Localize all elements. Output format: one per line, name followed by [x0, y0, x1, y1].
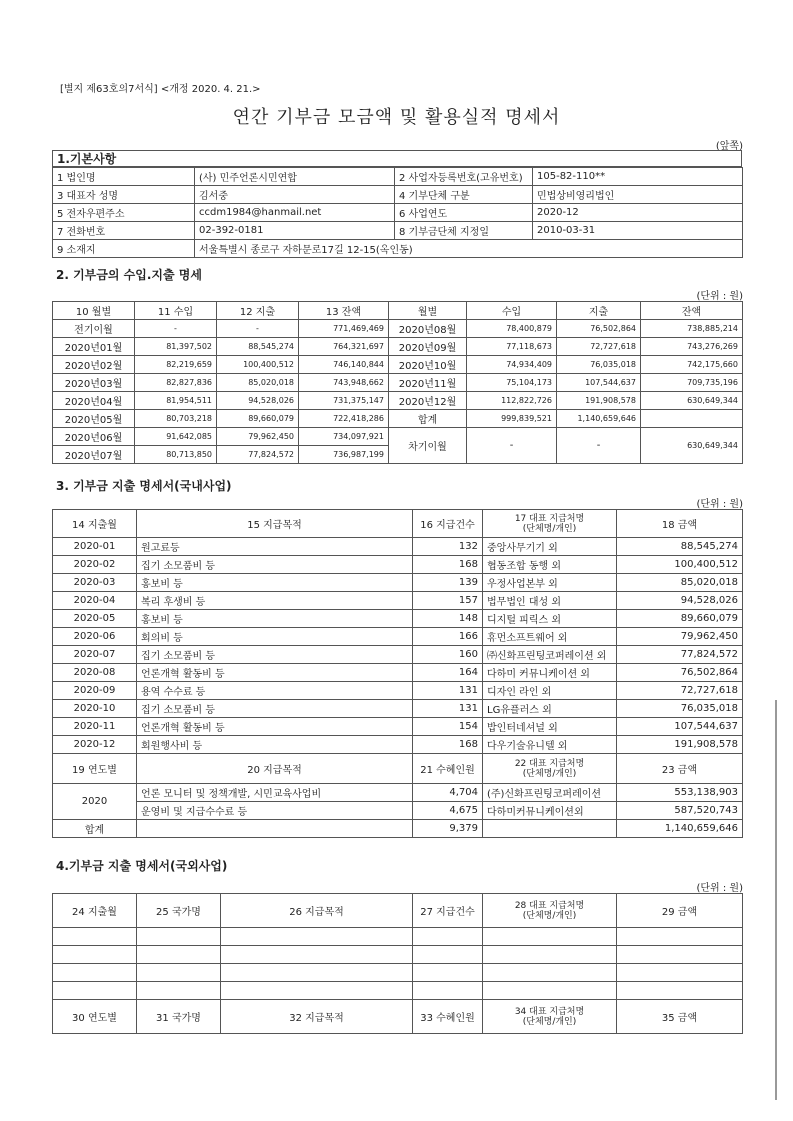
income-value: 91,642,085	[135, 428, 217, 446]
column-header: 33 수혜인원	[413, 1000, 483, 1034]
expense-payee: 법무법인 대성 외	[483, 592, 617, 610]
month-label: 2020년05월	[53, 410, 135, 428]
expense-month: 2020-10	[53, 700, 137, 718]
field-value: 민법상비영리법인	[533, 186, 743, 204]
balance-value	[641, 410, 743, 428]
column-header: 월별	[389, 302, 467, 320]
expense-amount: 79,962,450	[617, 628, 743, 646]
empty-row	[53, 928, 743, 946]
carry-forward-label: 차기이월	[389, 428, 467, 464]
expense-purpose: 홍보비 등	[137, 574, 413, 592]
expense-payee: ㈜신화프린팅코퍼레이션 외	[483, 646, 617, 664]
month-label: 2020년12월	[389, 392, 467, 410]
empty-row	[53, 964, 743, 982]
expense-amount: 88,545,274	[617, 538, 743, 556]
income-expense-table	[52, 301, 743, 464]
header-line: 28 대표 지급처명	[514, 900, 585, 911]
expense-count: 166	[413, 628, 483, 646]
expense-count: 168	[413, 556, 483, 574]
field-value: 02-392-0181	[195, 222, 395, 240]
year-payee: (주)신화프린팅코퍼레이션	[483, 784, 617, 802]
empty-cell	[483, 982, 617, 1000]
expense-payee: 휴먼소프트웨어 외	[483, 628, 617, 646]
empty-cell	[221, 964, 413, 982]
header-line: (단체명/개인)	[522, 910, 577, 921]
empty-cell	[137, 928, 221, 946]
expense-count: 148	[413, 610, 483, 628]
column-header: 잔액	[641, 302, 743, 320]
total-blank	[483, 820, 617, 838]
balance-value: 743,948,662	[299, 374, 389, 392]
expense-count: 132	[413, 538, 483, 556]
expense-amount: 76,502,864	[617, 664, 743, 682]
column-header	[483, 894, 617, 928]
empty-row	[53, 946, 743, 964]
field-value: ccdm1984@hanmail.net	[195, 204, 395, 222]
income-value: 112,822,726	[467, 392, 557, 410]
column-header: 30 연도별	[53, 1000, 137, 1034]
carry-forward-income: -	[467, 428, 557, 464]
expense-value: 100,400,512	[217, 356, 299, 374]
year-payee: 다하미커뮤니케이션외	[483, 802, 617, 820]
year-amount: 553,138,903	[617, 784, 743, 802]
month-row	[53, 320, 743, 338]
income-value: -	[135, 320, 217, 338]
column-header: 29 금액	[617, 894, 743, 928]
column-header: 15 지급목적	[137, 510, 413, 538]
empty-cell	[53, 982, 137, 1000]
column-header	[483, 1000, 617, 1034]
expense-value: 72,727,618	[557, 338, 641, 356]
empty-cell	[413, 982, 483, 1000]
column-header: 18 금액	[617, 510, 743, 538]
info-row	[53, 186, 743, 204]
expense-row	[53, 592, 743, 610]
expense-month: 2020-06	[53, 628, 137, 646]
empty-cell	[617, 982, 743, 1000]
section3-unit: (단위 : 원)	[696, 499, 743, 510]
month-label: 2020년11월	[389, 374, 467, 392]
expense-row	[53, 646, 743, 664]
empty-cell	[617, 964, 743, 982]
month-label: 2020년07월	[53, 446, 135, 464]
column-header: 21 수혜인원	[413, 754, 483, 784]
balance-value: 630,649,344	[641, 392, 743, 410]
year-beneficiaries: 4,704	[413, 784, 483, 802]
empty-cell	[221, 982, 413, 1000]
expense-purpose: 용역 수수료 등	[137, 682, 413, 700]
expense-month: 2020-02	[53, 556, 137, 574]
expense-value: 1,140,659,646	[557, 410, 641, 428]
header-row	[53, 1000, 743, 1034]
field-label: 7 전화번호	[53, 222, 195, 240]
header-line: (단체명/개인)	[522, 768, 577, 779]
month-label: 전기이월	[53, 320, 135, 338]
income-value: 82,219,659	[135, 356, 217, 374]
expense-month: 2020-08	[53, 664, 137, 682]
month-label: 2020년10월	[389, 356, 467, 374]
expense-row	[53, 664, 743, 682]
year-label: 2020	[53, 784, 137, 820]
foreign-expense-table	[52, 893, 743, 1034]
column-header: 31 국가명	[137, 1000, 221, 1034]
month-label: 2020년01월	[53, 338, 135, 356]
income-value: 80,713,850	[135, 446, 217, 464]
empty-cell	[137, 946, 221, 964]
balance-value: 709,735,196	[641, 374, 743, 392]
expense-count: 164	[413, 664, 483, 682]
expense-month: 2020-07	[53, 646, 137, 664]
section4-heading: 4.기부금 지출 명세서(국외사업)	[56, 859, 228, 873]
month-row	[53, 410, 743, 428]
field-value: 2020-12	[533, 204, 743, 222]
expense-purpose: 집기 소모품비 등	[137, 646, 413, 664]
expense-month: 2020-09	[53, 682, 137, 700]
expense-row	[53, 538, 743, 556]
header-line: 17 대표 지급처명	[514, 513, 585, 524]
expense-payee: 디자인 라인 외	[483, 682, 617, 700]
field-value: 김서중	[195, 186, 395, 204]
column-header: 26 지급목적	[221, 894, 413, 928]
empty-cell	[137, 964, 221, 982]
form-reference: [별지 제63호의7서식] <개정 2020. 4. 21.>	[60, 84, 261, 95]
month-label: 2020년02월	[53, 356, 135, 374]
month-label: 2020년09월	[389, 338, 467, 356]
year-row	[53, 784, 743, 802]
field-label: 2 사업자등록번호(고유번호)	[395, 168, 533, 186]
expense-amount: 107,544,637	[617, 718, 743, 736]
expense-value: 76,035,018	[557, 356, 641, 374]
column-header: 12 지출	[217, 302, 299, 320]
info-row	[53, 222, 743, 240]
empty-cell	[413, 928, 483, 946]
year-amount: 587,520,743	[617, 802, 743, 820]
field-label: 1 법인명	[53, 168, 195, 186]
expense-value: 77,824,572	[217, 446, 299, 464]
month-label: 2020년03월	[53, 374, 135, 392]
column-header: 14 지출월	[53, 510, 137, 538]
column-header: 25 국가명	[137, 894, 221, 928]
month-label: 2020년06월	[53, 428, 135, 446]
income-value: 77,118,673	[467, 338, 557, 356]
expense-purpose: 회원행사비 등	[137, 736, 413, 754]
field-label: 3 대표자 성명	[53, 186, 195, 204]
expense-count: 168	[413, 736, 483, 754]
expense-row	[53, 718, 743, 736]
empty-cell	[137, 982, 221, 1000]
expense-amount: 94,528,026	[617, 592, 743, 610]
expense-count: 157	[413, 592, 483, 610]
expense-month: 2020-04	[53, 592, 137, 610]
expense-purpose: 복리 후생비 등	[137, 592, 413, 610]
expense-payee: 다하미 커뮤니케이션 외	[483, 664, 617, 682]
expense-month: 2020-12	[53, 736, 137, 754]
expense-purpose: 홍보비 등	[137, 610, 413, 628]
empty-cell	[53, 964, 137, 982]
expense-month: 2020-01	[53, 538, 137, 556]
expense-month: 2020-05	[53, 610, 137, 628]
total-blank	[137, 820, 413, 838]
expense-value: 88,545,274	[217, 338, 299, 356]
month-label: 2020년04월	[53, 392, 135, 410]
expense-payee: 디지털 피릭스 외	[483, 610, 617, 628]
expense-amount: 85,020,018	[617, 574, 743, 592]
month-row	[53, 356, 743, 374]
income-value: 80,703,218	[135, 410, 217, 428]
expense-count: 131	[413, 700, 483, 718]
year-purpose: 언론 모니터 및 정책개발, 시민교육사업비	[137, 784, 413, 802]
expense-amount: 191,908,578	[617, 736, 743, 754]
month-row	[53, 338, 743, 356]
field-label: 6 사업연도	[395, 204, 533, 222]
expense-purpose: 언론개혁 활동비 등	[137, 718, 413, 736]
carry-forward-expense: -	[557, 428, 641, 464]
expense-month: 2020-03	[53, 574, 137, 592]
expense-payee: 밥인터네셔널 외	[483, 718, 617, 736]
field-label: 5 전자우편주소	[53, 204, 195, 222]
empty-cell	[53, 928, 137, 946]
address-value: 서울특별시 종로구 자하문로17길 12-15(옥인동)	[195, 240, 743, 258]
front-page-mark: (앞쪽)	[715, 141, 743, 152]
expense-purpose: 회의비 등	[137, 628, 413, 646]
column-header: 27 지급건수	[413, 894, 483, 928]
info-row	[53, 204, 743, 222]
column-header	[483, 754, 617, 784]
balance-value: 746,140,844	[299, 356, 389, 374]
income-value: 74,934,409	[467, 356, 557, 374]
expense-amount: 89,660,079	[617, 610, 743, 628]
expense-payee: 협동조합 동행 외	[483, 556, 617, 574]
empty-cell	[617, 928, 743, 946]
column-header: 35 금액	[617, 1000, 743, 1034]
column-header	[483, 510, 617, 538]
info-row	[53, 168, 743, 186]
income-value: 999,839,521	[467, 410, 557, 428]
scan-edge-line	[775, 700, 777, 1100]
expense-value: 89,660,079	[217, 410, 299, 428]
column-header: 20 지급목적	[137, 754, 413, 784]
year-row	[53, 802, 743, 820]
year-purpose: 운영비 및 지급수수료 등	[137, 802, 413, 820]
expense-amount: 72,727,618	[617, 682, 743, 700]
expense-month: 2020-11	[53, 718, 137, 736]
total-label: 합계	[53, 820, 137, 838]
income-value: 81,954,511	[135, 392, 217, 410]
expense-amount: 76,035,018	[617, 700, 743, 718]
column-header: 24 지출월	[53, 894, 137, 928]
income-value: 82,827,836	[135, 374, 217, 392]
section2-heading: 2. 기부금의 수입.지출 명세	[56, 268, 202, 282]
expense-row	[53, 610, 743, 628]
expense-amount: 77,824,572	[617, 646, 743, 664]
balance-value: 734,097,921	[299, 428, 389, 446]
header-line: (단체명/개인)	[522, 1016, 577, 1027]
empty-cell	[53, 946, 137, 964]
expense-value: 191,908,578	[557, 392, 641, 410]
empty-cell	[617, 946, 743, 964]
expense-value: 79,962,450	[217, 428, 299, 446]
domestic-expense-table	[52, 509, 743, 838]
header-line: 22 대표 지급처명	[514, 758, 585, 769]
section2-unit: (단위 : 원)	[696, 291, 743, 302]
expense-value: 85,020,018	[217, 374, 299, 392]
month-row	[53, 374, 743, 392]
carry-forward-balance: 630,649,344	[641, 428, 743, 464]
balance-value: 731,375,147	[299, 392, 389, 410]
field-value: 2010-03-31	[533, 222, 743, 240]
column-header: 19 연도별	[53, 754, 137, 784]
empty-cell	[413, 946, 483, 964]
expense-count: 154	[413, 718, 483, 736]
expense-purpose: 언론개혁 활동비 등	[137, 664, 413, 682]
balance-value: 764,321,697	[299, 338, 389, 356]
month-row	[53, 428, 743, 446]
basic-info-table	[52, 167, 743, 258]
empty-cell	[483, 946, 617, 964]
address-row	[53, 240, 743, 258]
column-header: 13 잔액	[299, 302, 389, 320]
income-value: 78,400,879	[467, 320, 557, 338]
expense-row	[53, 682, 743, 700]
empty-cell	[221, 928, 413, 946]
expense-value: 94,528,026	[217, 392, 299, 410]
balance-value: 742,175,660	[641, 356, 743, 374]
column-header: 32 지급목적	[221, 1000, 413, 1034]
expense-count: 131	[413, 682, 483, 700]
month-label: 2020년08월	[389, 320, 467, 338]
income-value: 75,104,173	[467, 374, 557, 392]
balance-value: 736,987,199	[299, 446, 389, 464]
total-beneficiaries: 9,379	[413, 820, 483, 838]
section4-unit: (단위 : 원)	[696, 883, 743, 894]
month-row	[53, 392, 743, 410]
expense-count: 160	[413, 646, 483, 664]
empty-cell	[483, 928, 617, 946]
field-label: 9 소재지	[53, 240, 195, 258]
expense-count: 139	[413, 574, 483, 592]
empty-cell	[413, 964, 483, 982]
field-value: (사) 민주언론시민연합	[195, 168, 395, 186]
header-row	[53, 302, 743, 320]
balance-value: 722,418,286	[299, 410, 389, 428]
column-header: 수입	[467, 302, 557, 320]
empty-cell	[483, 964, 617, 982]
month-label: 합계	[389, 410, 467, 428]
expense-payee: 다우기술유니텔 외	[483, 736, 617, 754]
expense-payee: 중앙사무기기 외	[483, 538, 617, 556]
header-line: (단체명/개인)	[522, 523, 577, 534]
balance-value: 743,276,269	[641, 338, 743, 356]
expense-row	[53, 700, 743, 718]
expense-payee: LG유플러스 외	[483, 700, 617, 718]
empty-cell	[221, 946, 413, 964]
total-row	[53, 820, 743, 838]
field-label: 8 기부금단체 지정일	[395, 222, 533, 240]
expense-value: 76,502,864	[557, 320, 641, 338]
year-beneficiaries: 4,675	[413, 802, 483, 820]
balance-value: 771,469,469	[299, 320, 389, 338]
expense-amount: 100,400,512	[617, 556, 743, 574]
expense-row	[53, 556, 743, 574]
header-line: 34 대표 지급처명	[514, 1006, 585, 1017]
expense-purpose: 집기 소모품비 등	[137, 556, 413, 574]
column-header: 11 수입	[135, 302, 217, 320]
empty-row	[53, 982, 743, 1000]
balance-value: 738,885,214	[641, 320, 743, 338]
expense-row	[53, 574, 743, 592]
column-header: 10 월별	[53, 302, 135, 320]
column-header: 지출	[557, 302, 641, 320]
income-value: 81,397,502	[135, 338, 217, 356]
total-amount: 1,140,659,646	[617, 820, 743, 838]
column-header: 16 지급건수	[413, 510, 483, 538]
section1-heading: 1.기본사항	[52, 150, 742, 167]
expense-value: -	[217, 320, 299, 338]
expense-row	[53, 628, 743, 646]
document-title: 연간 기부금 모금액 및 활용실적 명세서	[232, 107, 561, 128]
expense-value: 107,544,637	[557, 374, 641, 392]
expense-row	[53, 736, 743, 754]
expense-payee: 우정사업본부 외	[483, 574, 617, 592]
field-value: 105-82-110**	[533, 168, 743, 186]
column-header: 23 금액	[617, 754, 743, 784]
expense-purpose: 집기 소모품비 등	[137, 700, 413, 718]
section3-heading: 3. 기부금 지출 명세서(국내사업)	[56, 479, 232, 493]
expense-purpose: 원고료등	[137, 538, 413, 556]
field-label: 4 기부단체 구분	[395, 186, 533, 204]
header-row	[53, 510, 743, 538]
header-row	[53, 894, 743, 928]
header-row	[53, 754, 743, 784]
